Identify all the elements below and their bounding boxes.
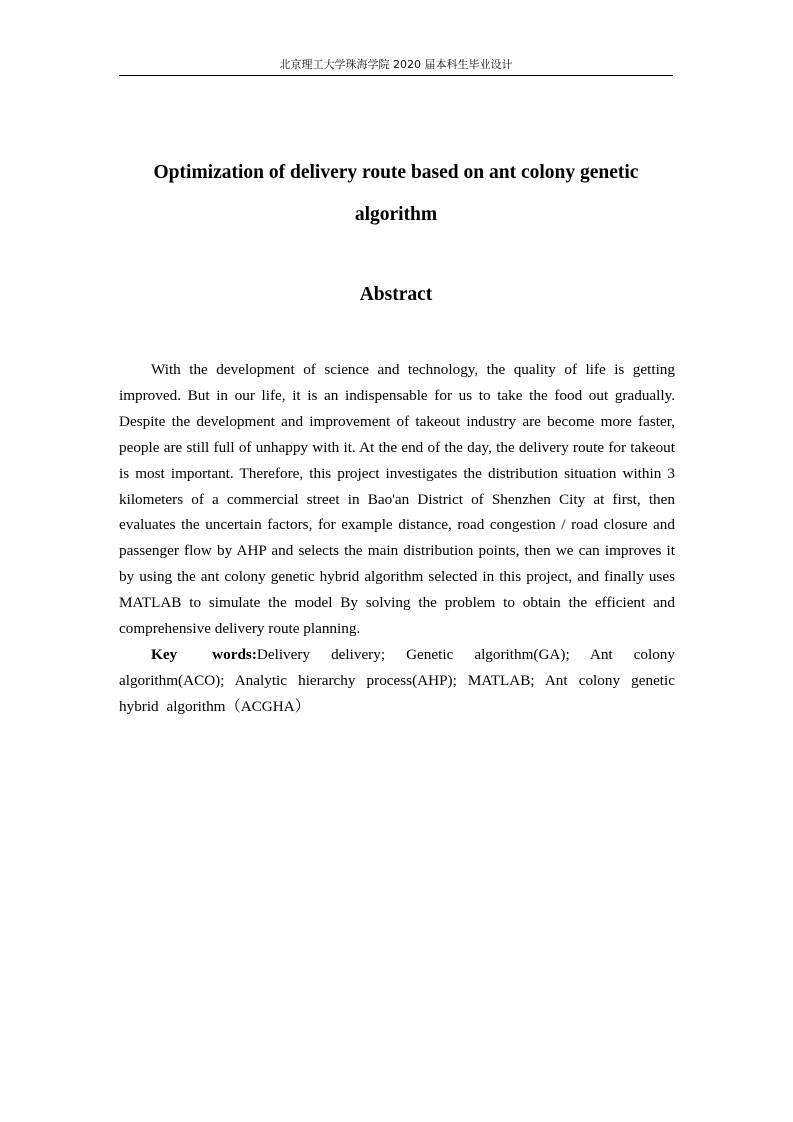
keywords-text: Delivery delivery; Genetic algorithm(GA); Ant colony algorithm(ACO); Analytic hierarchy process(AHP); MATLAB; Ant colony genetic hybrid algorithm（ACGHA） [119, 645, 675, 715]
keywords-paragraph [119, 642, 675, 720]
keywords-label: Key words: [151, 645, 257, 663]
abstract-paragraph: With the development of science and technology, the quality of life is getting improved. But in our life, it is an indispensable for us to take the food out gradually. Despite the development and improvement of takeout industry are become more faster, people are still full of unhappy with it. At the end of the day, the delivery route for takeout is most important. Therefore, this project investigates the distribution situation within 3 kilometers of a commercial street in Bao'an District of Shenzhen City at first, then evaluates the uncertain factors, for example distance, road congestion / road closure and passenger flow by AHP and selects the main distribution points, then we can improves it by using the ant colony genetic hybrid algorithm selected in this project, and finally uses MATLAB to simulate the model By solving the problem to obtain the efficient and comprehensive delivery route planning. [119, 361, 675, 638]
paper-title-line-1: Optimization of delivery route based on ant colony genetic [153, 162, 639, 183]
abstract-heading: Abstract [359, 284, 433, 305]
header-rule [119, 75, 673, 76]
paper-title [119, 152, 673, 236]
running-header: 北京理工大学珠海学院 2020 届本科生毕业设计 [279, 58, 513, 71]
paper-title-line-2: algorithm [354, 204, 438, 225]
abstract-section [119, 357, 675, 720]
